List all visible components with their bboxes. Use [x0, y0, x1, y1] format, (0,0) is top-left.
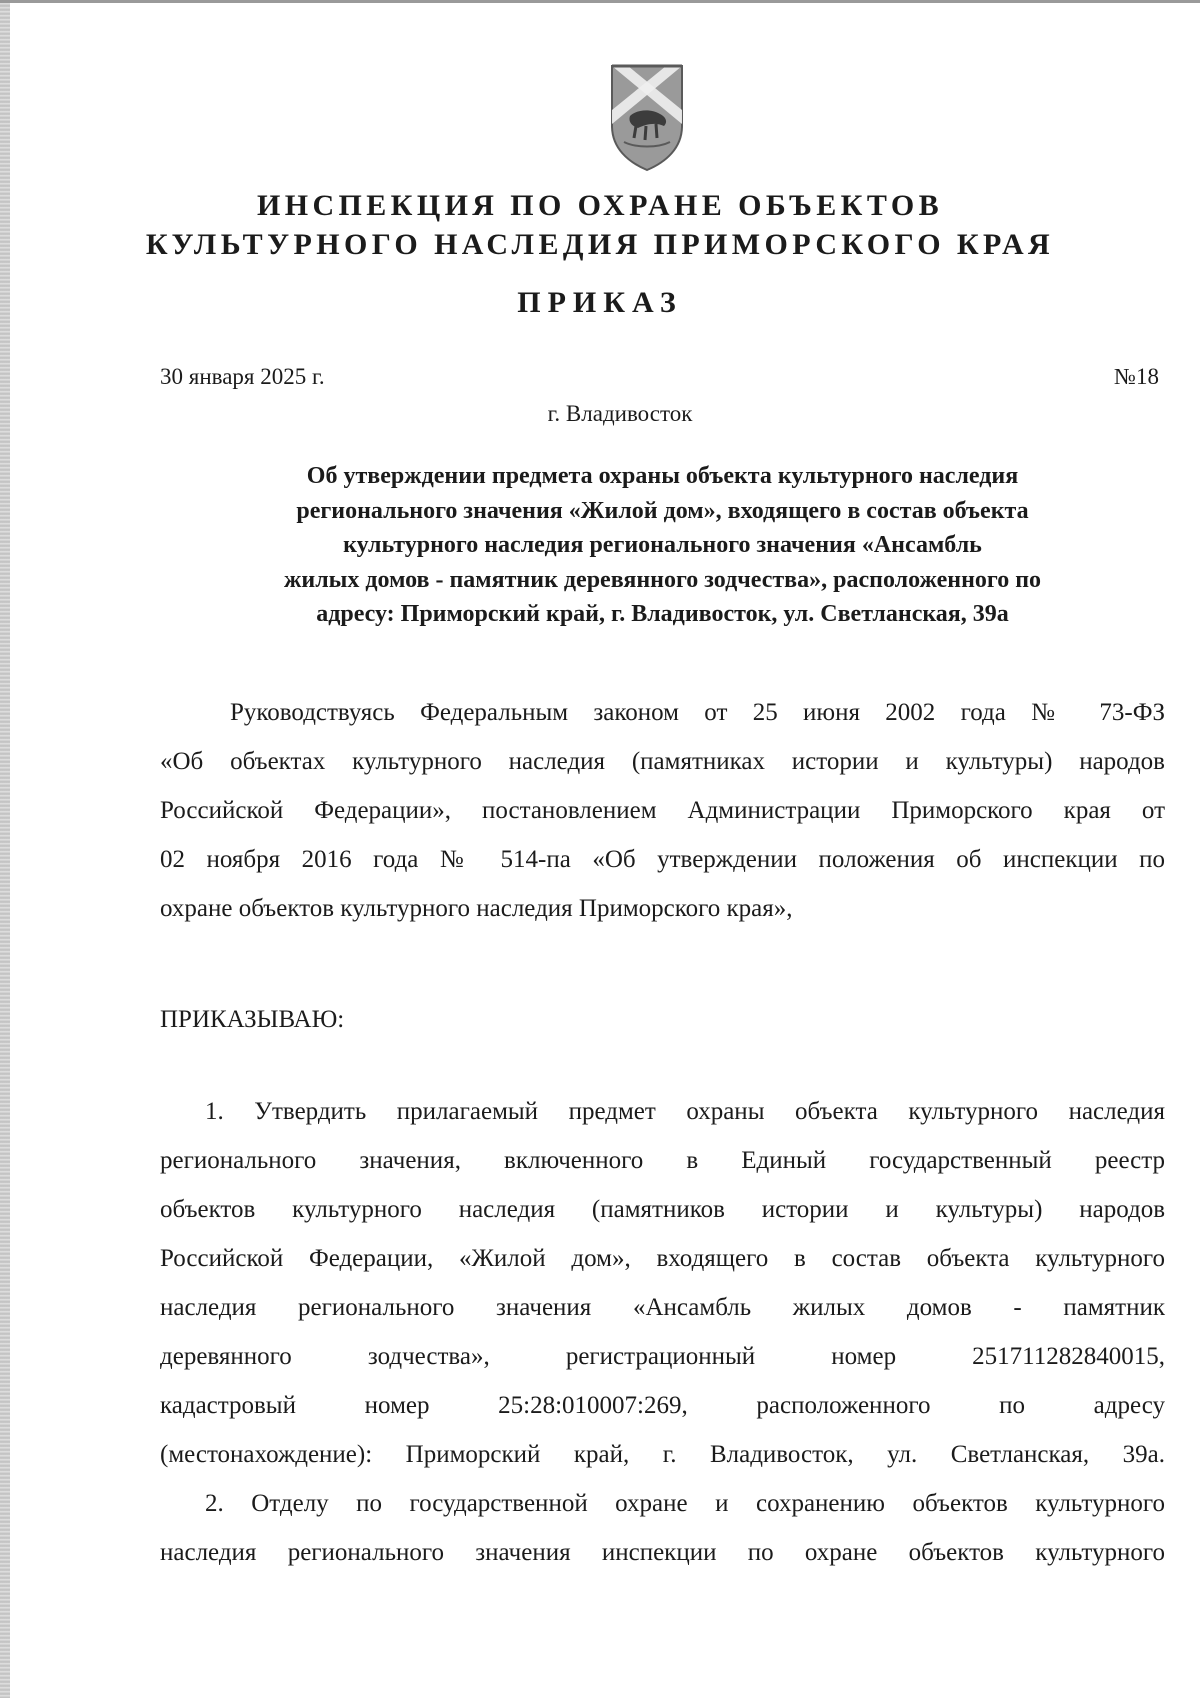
- paragraph-line: деревянного зодчества», регистрационный номер 251711282840015,: [160, 1343, 1165, 1370]
- document-title: [195, 459, 1130, 632]
- document-date: 30 января 2025 г.: [160, 364, 325, 389]
- title-line: Об утверждении предмета охраны объекта культурного наследия: [306, 463, 1019, 489]
- order-items: [160, 1087, 1165, 1577]
- paragraph-line: (местонахождение): Приморский край, г. Владивосток, ул. Светланская, 39а.: [160, 1441, 1165, 1468]
- title-line: жилых домов - памятник деревянного зодчества», расположенного по: [283, 566, 1042, 593]
- paragraph-line: регионального значения, включенного в Единый государственный реестр: [160, 1147, 1165, 1174]
- document-city: г. Владивосток: [547, 401, 693, 426]
- paragraph-line: наследия регионального значения «Ансамбль жилых домов - памятник: [160, 1294, 1165, 1321]
- paragraph-line: объектов культурного наследия (памятников истории и культуры) народов: [160, 1196, 1165, 1223]
- paragraph-line: 1. Утвердить прилагаемый предмет охраны объекта культурного наследия: [205, 1098, 1165, 1125]
- paragraph-line: наследия регионального значения инспекции по охране объектов культурного: [160, 1539, 1165, 1566]
- document-number: №18: [1114, 364, 1159, 389]
- paragraph-line: 2. Отделу по государственной охране и сохранению объектов культурного: [205, 1490, 1165, 1517]
- preamble-paragraph: [160, 688, 1165, 933]
- paragraph-line: Российской Федерации», постановлением Администрации Приморского края от: [160, 797, 1165, 824]
- document-type: ПРИКАЗ: [517, 286, 683, 319]
- paragraph-line: охране объектов культурного наследия Приморского края»,: [160, 895, 793, 922]
- title-line: регионального значения «Жилой дом», входящего в состав объекта: [296, 497, 1029, 524]
- paragraph-line: Руководствуясь Федеральным законом от 25 июня 2002 года № 73-ФЗ: [230, 699, 1165, 726]
- paragraph-line: кадастровый номер 25:28:010007:269, расположенного по адресу: [160, 1392, 1165, 1419]
- coat-of-arms-icon: [606, 62, 688, 174]
- paragraph-line: Российской Федерации, «Жилой дом», входящего в состав объекта культурного: [160, 1245, 1165, 1272]
- organization-name-line-2: КУЛЬТУРНОГО НАСЛЕДИЯ ПРИМОРСКОГО КРАЯ: [145, 228, 1055, 261]
- paragraph-line: «Об объектах культурного наследия (памятниках истории и культуры) народов: [160, 748, 1165, 775]
- paragraph-line: 02 ноября 2016 года № 514-па «Об утверждении положения об инспекции по: [160, 846, 1165, 873]
- order-keyword: ПРИКАЗЫВАЮ:: [160, 1006, 345, 1033]
- title-line: адресу: Приморский край, г. Владивосток, ул. Светланская, 39а: [316, 601, 1009, 627]
- title-line: культурного наследия регионального значения «Ансамбль: [343, 532, 982, 558]
- organization-name-line-1: ИНСПЕКЦИЯ ПО ОХРАНЕ ОБЪЕКТОВ: [257, 189, 943, 222]
